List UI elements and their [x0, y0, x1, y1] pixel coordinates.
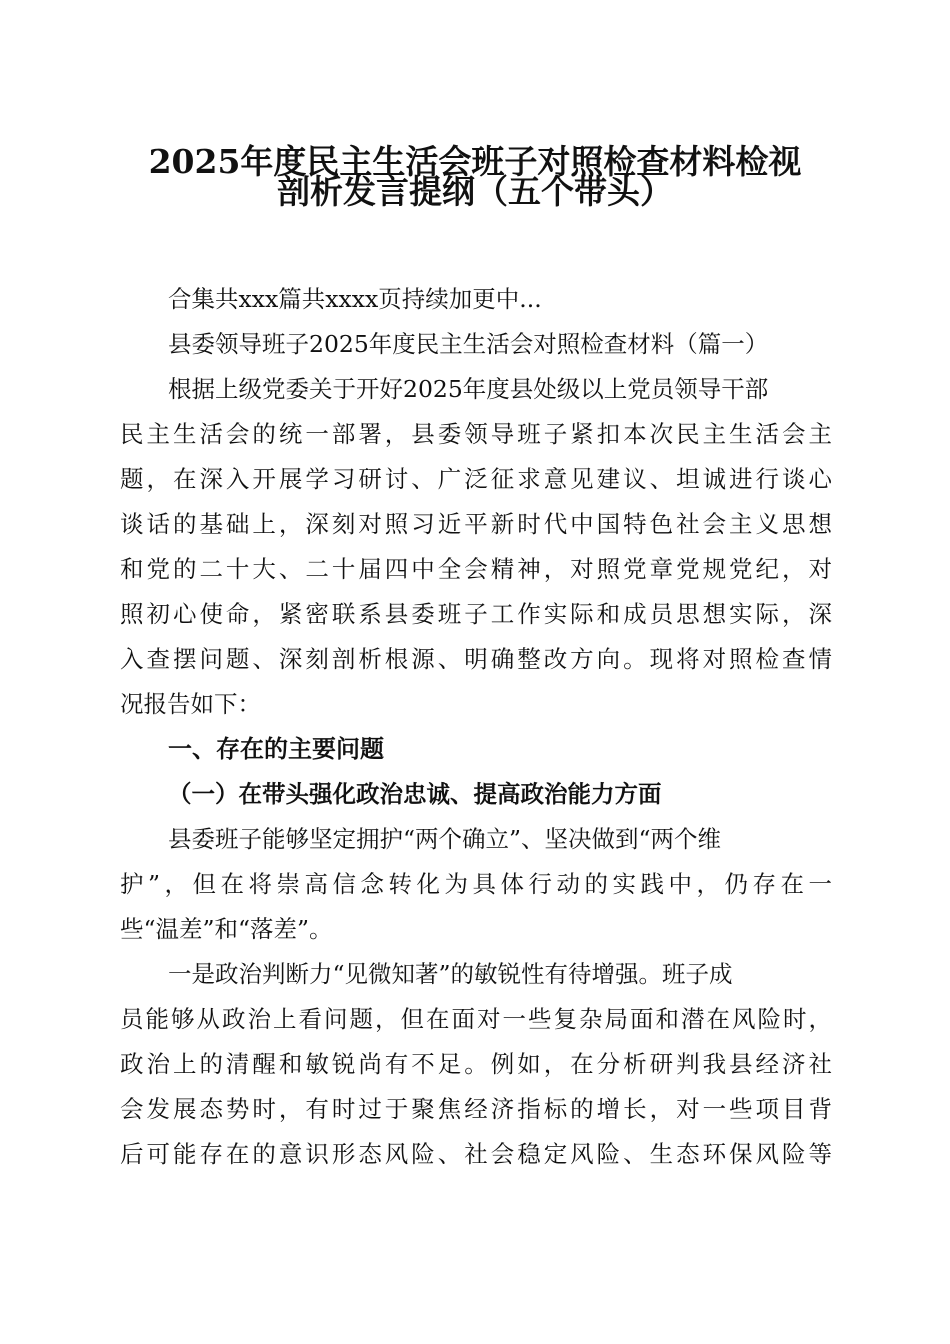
collection-note: 合集共xxx篇共xxxx页持续加更中... — [168, 285, 542, 313]
paragraph-line: 些“温差”和“落差”。 — [120, 915, 333, 943]
paragraph-line: 员能够从政治上看问题，但在面对一些复杂局面和潜在风险时， — [120, 1005, 832, 1033]
document-title-line-1: 2025年度民主生活会班子对照检查材料检视 — [148, 142, 802, 181]
paragraph-line: 入查摆问题、深刻剖析根源、明确整改方向。现将对照检查情 — [120, 645, 832, 673]
document-title-line-2: 剖析发言提纲（五个带头） — [277, 172, 673, 211]
section-heading: 一、存在的主要问题 — [168, 735, 384, 763]
section-subtitle: 县委领导班子2025年度民主生活会对照检查材料（篇一） — [168, 330, 769, 358]
paragraph-line: 会发展态势时，有时过于聚焦经济指标的增长，对一些项目背 — [120, 1095, 832, 1123]
paragraph-line: 一是政治判断力“见微知著”的敏锐性有待增强。班子成 — [168, 960, 733, 988]
paragraph-line: 县委班子能够坚定拥护“两个确立”、坚决做到“两个维 — [168, 825, 722, 853]
paragraph-line: 民主生活会的统一部署，县委领导班子紧扣本次民主生活会主 — [120, 420, 832, 448]
subsection-heading: （一）在带头强化政治忠诚、提高政治能力方面 — [168, 780, 662, 808]
paragraph-line: 和党的二十大、二十届四中全会精神，对照党章党规党纪，对 — [120, 555, 832, 583]
paragraph-line: 题，在深入开展学习研讨、广泛征求意见建议、坦诚进行谈心 — [120, 465, 832, 493]
paragraph-line: 护”，但在将崇高信念转化为具体行动的实践中，仍存在一 — [120, 870, 832, 898]
paragraph-line: 照初心使命，紧密联系县委班子工作实际和成员思想实际，深 — [120, 600, 832, 628]
paragraph-line: 谈话的基础上，深刻对照习近平新时代中国特色社会主义思想 — [120, 510, 832, 538]
paragraph-line: 政治上的清醒和敏锐尚有不足。例如，在分析研判我县经济社 — [120, 1050, 832, 1078]
paragraph-line: 后可能存在的意识形态风险、社会稳定风险、生态环保风险等 — [120, 1140, 832, 1168]
paragraph-line: 根据上级党委关于开好2025年度县处级以上党员领导干部 — [168, 375, 769, 403]
paragraph-line: 况报告如下： — [120, 690, 261, 718]
